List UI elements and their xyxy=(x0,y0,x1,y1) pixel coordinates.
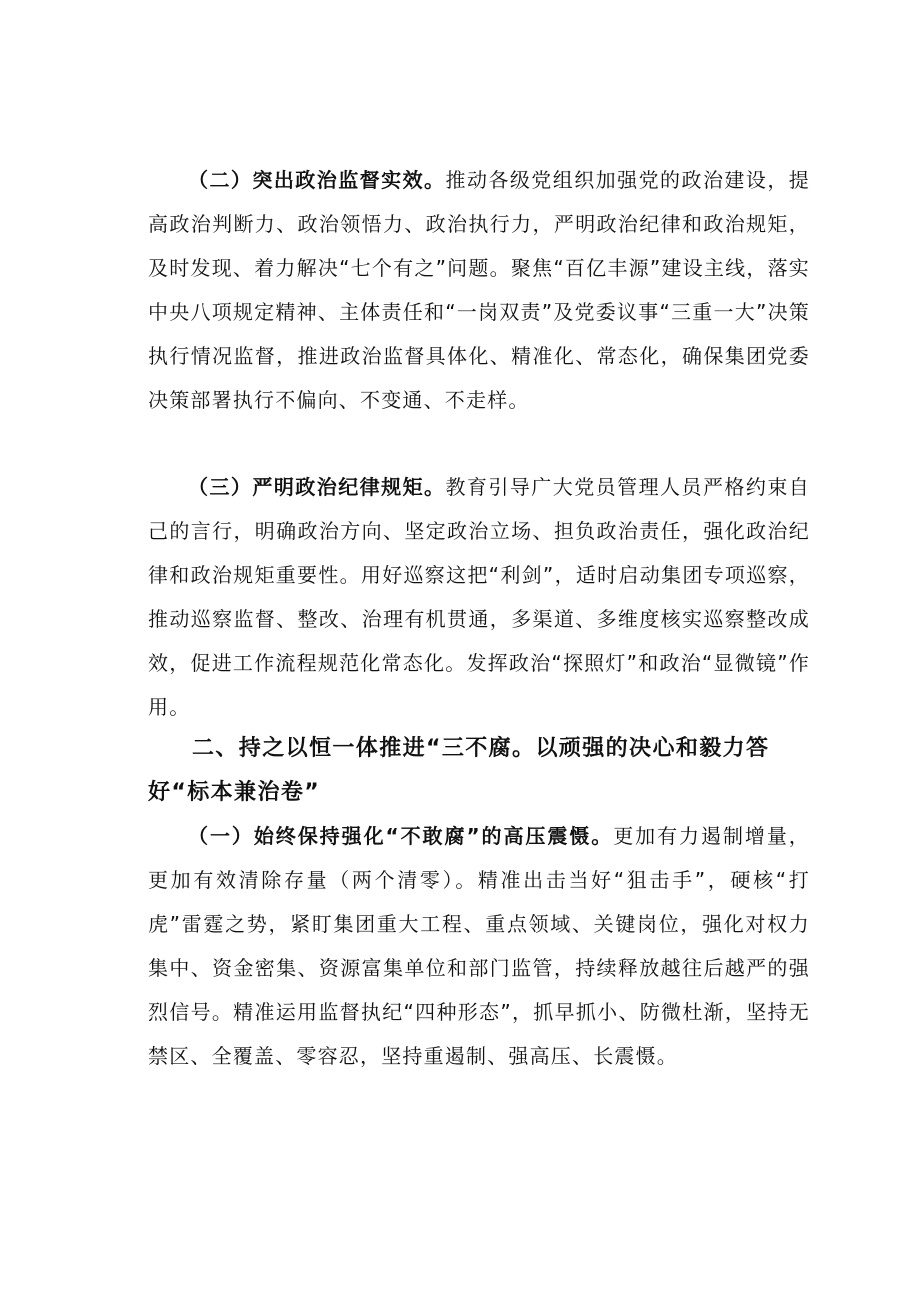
paragraph-body: 教育引导广大党员管理人员严格约束自己的言行，明确政治方向、坚定政治立场、担负政治责任，强化政治纪律和政治规矩重要性。用好巡察这把“利剑”，适时启动集团专项巡察，推动巡察监督、整改、治理有机贯通，多渠道、多维度核实巡察整改成效，促进工作流程规范化常态化。发挥政治“探照灯”和政治“显微镜”作用。 xyxy=(148,475,810,719)
paragraph-body: 推动各级党组织加强党的政治建设，提高政治判断力、政治领悟力、政治执行力，严明政治纪律和政治规矩，及时发现、着力解决“七个有之”问题。聚焦“百亿丰源”建设主线，落实中央八项规定精神、主体责任和“一岗双责”及党委议事“三重一大”决策执行情况监督，推进政治监督具体化、精准化、常态化，确保集团党委决策部署执行不偏向、不变通、不走样。 xyxy=(148,168,810,412)
section-heading: 二、持之以恒一体推进“三不腐。以顽强的决心和毅力答好“标本兼治卷” xyxy=(148,736,770,805)
paragraph-lead: （二）突出政治监督实效。 xyxy=(188,168,446,192)
paragraph-political-supervision xyxy=(148,158,810,422)
paragraph-political-discipline xyxy=(148,465,810,729)
paragraph-lead: （三）严明政治纪律规矩。 xyxy=(188,475,446,499)
paragraph-body: 更加有力遏制增量，更加有效清除存量（两个清零）。精准出击当好“狙击手”，硬核“打虎”雷霆之势，紧盯集团重大工程、重点领域、关键岗位，强化对权力集中、资金密集、资源富集单位和部门监管，持续释放越往后越严的强烈信号。精准运用监督执纪“四种形态”，抓早抓小、防微杜渐，坚持无禁区、全覆盖、零容忍，坚持重遏制、强高压、长震慑。 xyxy=(148,824,810,1068)
paragraph-high-pressure-deterrence xyxy=(148,814,810,1078)
paragraph-lead: （一）始终保持强化“不敢腐”的高压震慑。 xyxy=(188,824,614,848)
